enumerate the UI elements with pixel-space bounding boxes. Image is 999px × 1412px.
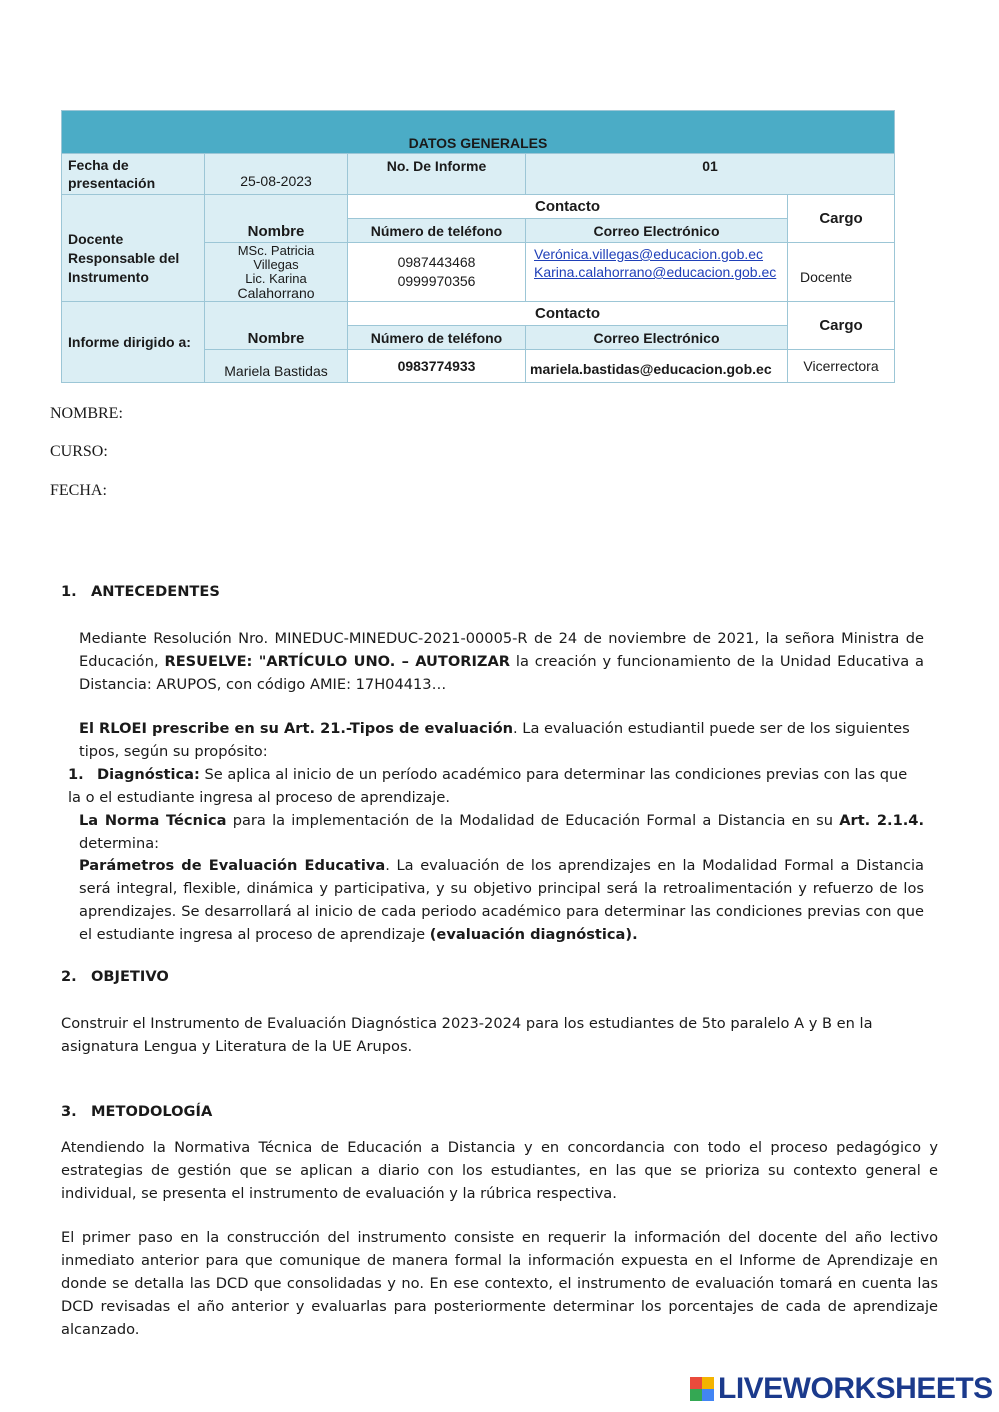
docente-name-line: Calahorrano: [237, 285, 315, 301]
text-run-bold: La Norma Técnica: [79, 812, 227, 829]
antecedentes-paragraph-3: [79, 809, 924, 855]
docente-email-link[interactable]: Verónica.villegas@educacion.gob.ec: [534, 246, 764, 262]
docente-name-line: Lic. Karina: [245, 271, 307, 286]
text-run: . La evaluación estudiantil puede ser de los siguientes tipos, según su propósito:: [79, 720, 910, 760]
antecedentes-paragraph-2: [79, 717, 924, 763]
section-number: 2.: [61, 968, 77, 985]
section-objetivo-heading: [61, 968, 169, 985]
antecedentes-paragraph-1: [79, 627, 924, 696]
nombre-field-label: NOMBRE:: [50, 405, 123, 422]
text-run: . La evaluación de los aprendizajes en la Modalidad Formal a Distancia será integral, flexible, dinámica y participativa, y su objetivo principal será la retroalimentación y refuerzo de los aprendizajes. Se desarrollará al inicio de cada periodo académico para determinar las condiciones previas con que el estudiante ingresa al proceso de aprendizaje: [79, 857, 924, 943]
docente-label: Docente Responsable del Instrumento: [62, 195, 205, 302]
docente-contacto-header: Contacto: [348, 195, 788, 219]
docente-nombre-header: Nombre: [205, 195, 348, 243]
section-number: 1.: [61, 583, 77, 600]
section-metodologia-heading: [61, 1103, 212, 1120]
fecha-label: Fecha de presentación: [62, 154, 205, 195]
text-run-bold: RESUELVE: "ARTÍCULO UNO. – AUTORIZAR: [164, 653, 511, 670]
docente-cargo-header: Cargo: [788, 195, 895, 243]
antecedentes-paragraph-4: [79, 854, 924, 946]
informe-label: No. De Informe: [348, 154, 526, 195]
section-title: ANTECEDENTES: [91, 583, 220, 600]
dirigido-label: Informe dirigido a:: [62, 302, 205, 383]
text-run-bold: (evaluación diagnóstica).: [429, 926, 638, 943]
text-run-bold: Art. 2.1.4.: [839, 812, 924, 829]
fecha-value: 25-08-2023: [205, 154, 348, 195]
section-antecedentes-heading: [61, 583, 220, 600]
docente-emails: [526, 243, 788, 302]
dirigido-phone: 0983774933: [348, 350, 526, 383]
docente-name-line: MSc. Patricia: [237, 243, 315, 258]
dirigido-telefono-header: Número de teléfono: [348, 326, 526, 350]
liveworksheets-watermark: [690, 1372, 993, 1406]
text-run: para la implementación de la Modalidad de Educación Formal a Distancia en su: [226, 812, 840, 829]
logo-square: [702, 1389, 714, 1401]
section-title: METODOLOGÍA: [91, 1103, 213, 1120]
dirigido-correo-header: Correo Electrónico: [526, 326, 788, 350]
logo-square: [690, 1389, 702, 1401]
logo-square: [690, 1377, 702, 1389]
dirigido-nombre-header: Nombre: [205, 302, 348, 350]
text-run: determina:: [79, 835, 160, 852]
datos-generales-table: [61, 110, 895, 383]
docente-phone: 0987443468: [397, 254, 476, 270]
docente-correo-header: Correo Electrónico: [526, 219, 788, 243]
docente-email-link[interactable]: Karina.calahorrano@educacion.gob.ec: [534, 264, 777, 280]
text-run-bold: Parámetros de Evaluación Educativa: [79, 857, 386, 874]
docente-cargo: Docente: [788, 243, 895, 302]
dirigido-email: mariela.bastidas@educacion.gob.ec: [526, 350, 788, 383]
docente-phones: [348, 243, 526, 302]
docente-phone: 0999970356: [397, 273, 476, 289]
section-title: OBJETIVO: [91, 968, 169, 985]
informe-value: 01: [526, 154, 895, 195]
docente-name-line: Villegas: [253, 257, 299, 272]
metodologia-paragraph-2: El primer paso en la construcción del instrumento consiste en requerir la información del docente del año lectivo inmediato anterior para que comunique de manera formal la información expuesta en el Informe de Aprendizaje en donde se detalla las DCD que consolidadas y no. En ese contexto, el instrumento de evaluación tomará en cuenta las DCD revisadas el año anterior y evaluarlas para posteriormente determinar los porcentajes de cada de aprendizaje alcanzado.: [61, 1229, 938, 1338]
curso-field-label: CURSO:: [50, 443, 108, 460]
metodologia-paragraph-1: Atendiendo la Normativa Técnica de Educación a Distancia y en concordancia con todo el proceso pedagógico y estrategias de gestión que se aplican a diario con los estudiantes, en las que se prioriza su contexto general e individual, se presenta el instrumento de evaluación y la rúbrica respectiva.: [61, 1139, 938, 1202]
dirigido-cargo-header: Cargo: [788, 302, 895, 350]
diagnostica-list-item: [68, 763, 924, 809]
liveworksheets-brand: LIVEWORKSHEETS: [718, 1372, 993, 1405]
dirigido-contacto-header: Contacto: [348, 302, 788, 326]
fecha-field-label: FECHA:: [50, 482, 107, 499]
docente-names: [205, 243, 348, 302]
section-number: 3.: [61, 1103, 77, 1120]
dirigido-cargo: Vicerrectora: [788, 350, 895, 383]
objetivo-paragraph: Construir el Instrumento de Evaluación Diagnóstica 2023-2024 para los estudiantes de 5to paralelo A y B en la asignatura Lengua y Literatura de la UE Arupos.: [61, 1015, 873, 1055]
text-run: la creación y funcionamiento de la Unidad Educativa a Distancia: ARUPOS, con código AMIE: 17H04413…: [79, 653, 924, 693]
table-title: DATOS GENERALES: [62, 111, 895, 154]
liveworksheets-logo-icon: [690, 1377, 714, 1401]
text-run: Mediante Resolución Nro. MINEDUC-MINEDUC-2021-00005-R de 24 de noviembre de 2021, la señora Ministra de Educación,: [79, 630, 924, 670]
list-number: 1.: [68, 766, 84, 783]
text-run: Se aplica al inicio de un período académico para determinar las condiciones previas con las que la o el estudiante ingresa al proceso de aprendizaje.: [68, 766, 908, 806]
text-run-bold: Diagnóstica:: [97, 766, 200, 783]
text-run-bold: El RLOEI prescribe en su Art. 21.-Tipos de evaluación: [79, 720, 514, 737]
dirigido-nombre: Mariela Bastidas: [205, 350, 348, 383]
logo-square: [702, 1377, 714, 1389]
docente-telefono-header: Número de teléfono: [348, 219, 526, 243]
